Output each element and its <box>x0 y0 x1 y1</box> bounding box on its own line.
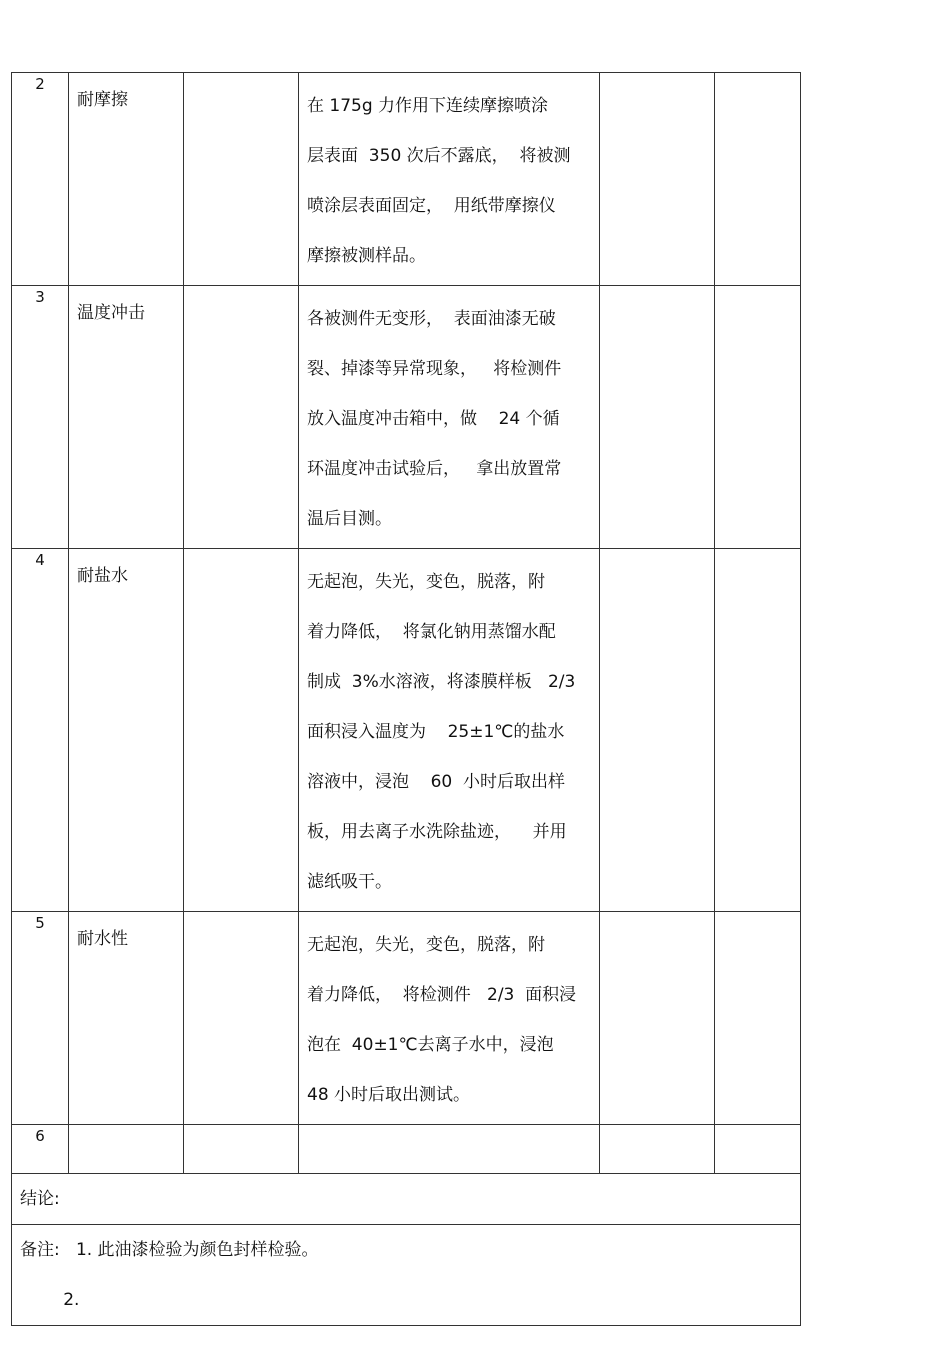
table-row <box>12 286 801 549</box>
empty-cell <box>715 1125 801 1174</box>
row-number: 2 <box>12 73 69 286</box>
table-row <box>12 912 801 1125</box>
empty-cell <box>184 549 299 912</box>
row-number: 6 <box>12 1125 69 1174</box>
requirement-line: 放入温度冲击箱中，做 24 个循 <box>307 409 560 429</box>
empty-cell <box>184 1125 299 1174</box>
empty-cell <box>184 73 299 286</box>
requirement-line: 喷涂层表面固定， 用纸带摩擦仪 <box>307 196 556 216</box>
empty-cell <box>184 912 299 1125</box>
empty-cell <box>600 549 715 912</box>
test-item: 耐摩擦 <box>69 73 184 286</box>
requirement-line: 在 175g 力作用下连续摩擦喷涂 <box>307 96 549 116</box>
test-item: 耐水性 <box>69 912 184 1125</box>
test-item <box>69 1125 184 1174</box>
table-row <box>12 73 801 286</box>
row-number: 3 <box>12 286 69 549</box>
empty-cell <box>184 286 299 549</box>
requirement-line: 着力降低， 将氯化钠用蒸馏水配 <box>307 622 556 642</box>
requirement-line: 裂、掉漆等异常现象， 将检测件 <box>307 359 562 379</box>
requirement-line: 各被测件无变形， 表面油漆无破 <box>307 309 556 329</box>
requirement-line: 制成 3%水溶液，将漆膜样板 2/3 <box>307 672 576 692</box>
requirement-line: 环温度冲击试验后， 拿出放置常 <box>307 459 562 479</box>
requirement-line: 泡在 40±1℃去离子水中，浸泡 <box>307 1035 554 1055</box>
empty-cell <box>600 912 715 1125</box>
requirement-line: 层表面 350 次后不露底， 将被测 <box>307 146 571 166</box>
empty-cell <box>600 73 715 286</box>
row-number: 4 <box>12 549 69 912</box>
empty-cell <box>299 1125 600 1174</box>
requirement-line: 板，用去离子水洗除盐迹， 并用 <box>307 822 567 842</box>
remarks-cell <box>12 1225 801 1326</box>
remark-line-1: 备注: 1. 此油漆检验为颜色封样检验。 <box>20 1240 319 1260</box>
requirement-line: 无起泡，失光，变色，脱落，附 <box>307 572 545 592</box>
inspection-table <box>11 72 801 1326</box>
requirement-line: 摩擦被测样品。 <box>307 246 426 266</box>
empty-cell <box>715 286 801 549</box>
test-item: 耐盐水 <box>69 549 184 912</box>
requirement-line: 溶液中，浸泡 60 小时后取出样 <box>307 772 566 792</box>
empty-cell <box>715 73 801 286</box>
requirement-line: 滤纸吸干。 <box>307 872 392 892</box>
remarks-row <box>12 1225 801 1326</box>
empty-cell <box>715 549 801 912</box>
requirement-line: 48 小时后取出测试。 <box>307 1085 471 1105</box>
row-number: 5 <box>12 912 69 1125</box>
table-row <box>12 1125 801 1174</box>
requirement-line: 温后目测。 <box>307 509 392 529</box>
empty-cell <box>600 286 715 549</box>
requirement-line: 无起泡，失光，变色，脱落，附 <box>307 935 545 955</box>
remark-line-2: 2. <box>20 1290 80 1310</box>
empty-cell <box>600 1125 715 1174</box>
conclusion-label: 结论: <box>12 1174 801 1225</box>
test-requirement <box>299 286 600 549</box>
test-requirement <box>299 73 600 286</box>
test-item: 温度冲击 <box>69 286 184 549</box>
empty-cell <box>715 912 801 1125</box>
conclusion-row <box>12 1174 801 1225</box>
test-requirement <box>299 549 600 912</box>
requirement-line: 面积浸入温度为 25±1℃的盐水 <box>307 722 565 742</box>
test-requirement <box>299 912 600 1125</box>
requirement-line: 着力降低， 将检测件 2/3 面积浸 <box>307 985 577 1005</box>
table-row <box>12 549 801 912</box>
